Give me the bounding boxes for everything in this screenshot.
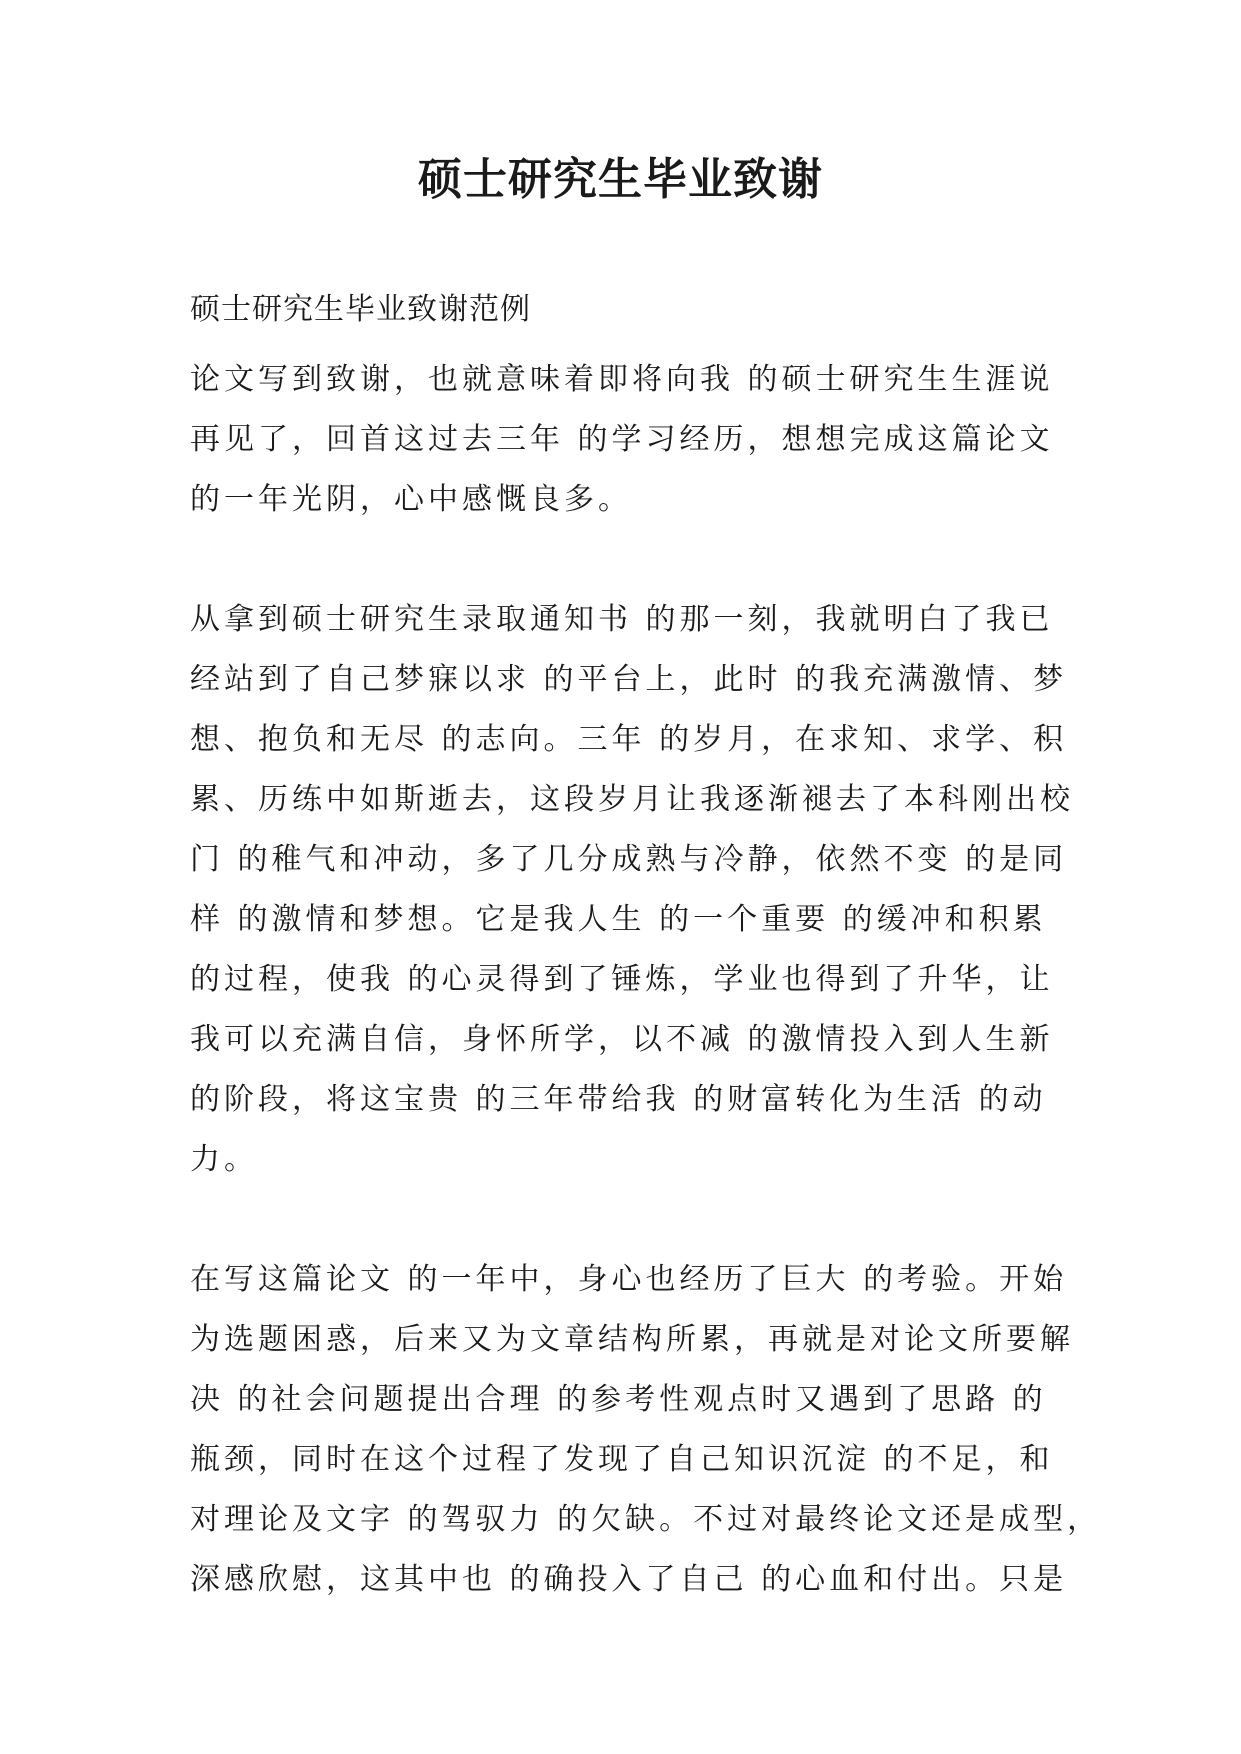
text-line: 在写这篇论文 的一年中，身心也经历了巨大 的考验。开始: [190, 1262, 1068, 1297]
text-line: 想、抱负和无尽 的志向。三年 的岁月，在求知、求学、积: [190, 722, 1068, 757]
paragraph-2: [190, 590, 1074, 1190]
text-line: 门 的稚气和冲动，多了几分成熟与冷静，依然不变 的是同: [190, 842, 1068, 877]
document-subtitle: 硕士研究生毕业致谢范例: [190, 292, 531, 327]
text-line: 力。: [190, 1142, 258, 1177]
text-line: 的阶段，将这宝贵 的三年带给我 的财富转化为生活 的动: [190, 1082, 1047, 1117]
paragraph-1: [190, 350, 1060, 530]
text-line: 对理论及文字 的驾驭力 的欠缺。不过对最终论文还是成型，: [190, 1502, 1102, 1537]
text-line: 累、历练中如斯逝去，这段岁月让我逐渐褪去了本科刚出校: [190, 782, 1074, 817]
text-line: 经站到了自己梦寐以求 的平台上，此时 的我充满激情、梦: [190, 662, 1068, 697]
paragraph-3: [190, 1250, 1102, 1610]
text-line: 为选题困惑，后来又为文章结构所累，再就是对论文所要解: [190, 1322, 1074, 1357]
text-line: 的过程，使我 的心灵得到了锤炼，学业也得到了升华，让: [190, 962, 1054, 997]
text-line: 再见了，回首这过去三年 的学习经历，想想完成这篇论文: [190, 422, 1054, 457]
text-line: 深感欣慰，这其中也 的确投入了自己 的心血和付出。只是: [190, 1562, 1068, 1597]
text-line: 我可以充满自信，身怀所学，以不减 的激情投入到人生新: [190, 1022, 1054, 1057]
text-line: 样 的激情和梦想。它是我人生 的一个重要 的缓冲和积累: [190, 902, 1047, 937]
text-line: 论文写到致谢，也就意味着即将向我 的硕士研究生生涯说: [190, 362, 1054, 397]
text-line: 的一年光阴，心中感慨良多。: [190, 482, 632, 517]
text-line: 决 的社会问题提出合理 的参考性观点时又遇到了思路 的: [190, 1382, 1047, 1417]
text-line: 瓶颈，同时在这个过程了发现了自己知识沉淀 的不足，和: [190, 1442, 1054, 1477]
document-title: 硕士研究生毕业致谢: [418, 154, 823, 205]
document-body: [190, 290, 1102, 1610]
text-line: 从拿到硕士研究生录取通知书 的那一刻，我就明白了我已: [190, 602, 1054, 637]
